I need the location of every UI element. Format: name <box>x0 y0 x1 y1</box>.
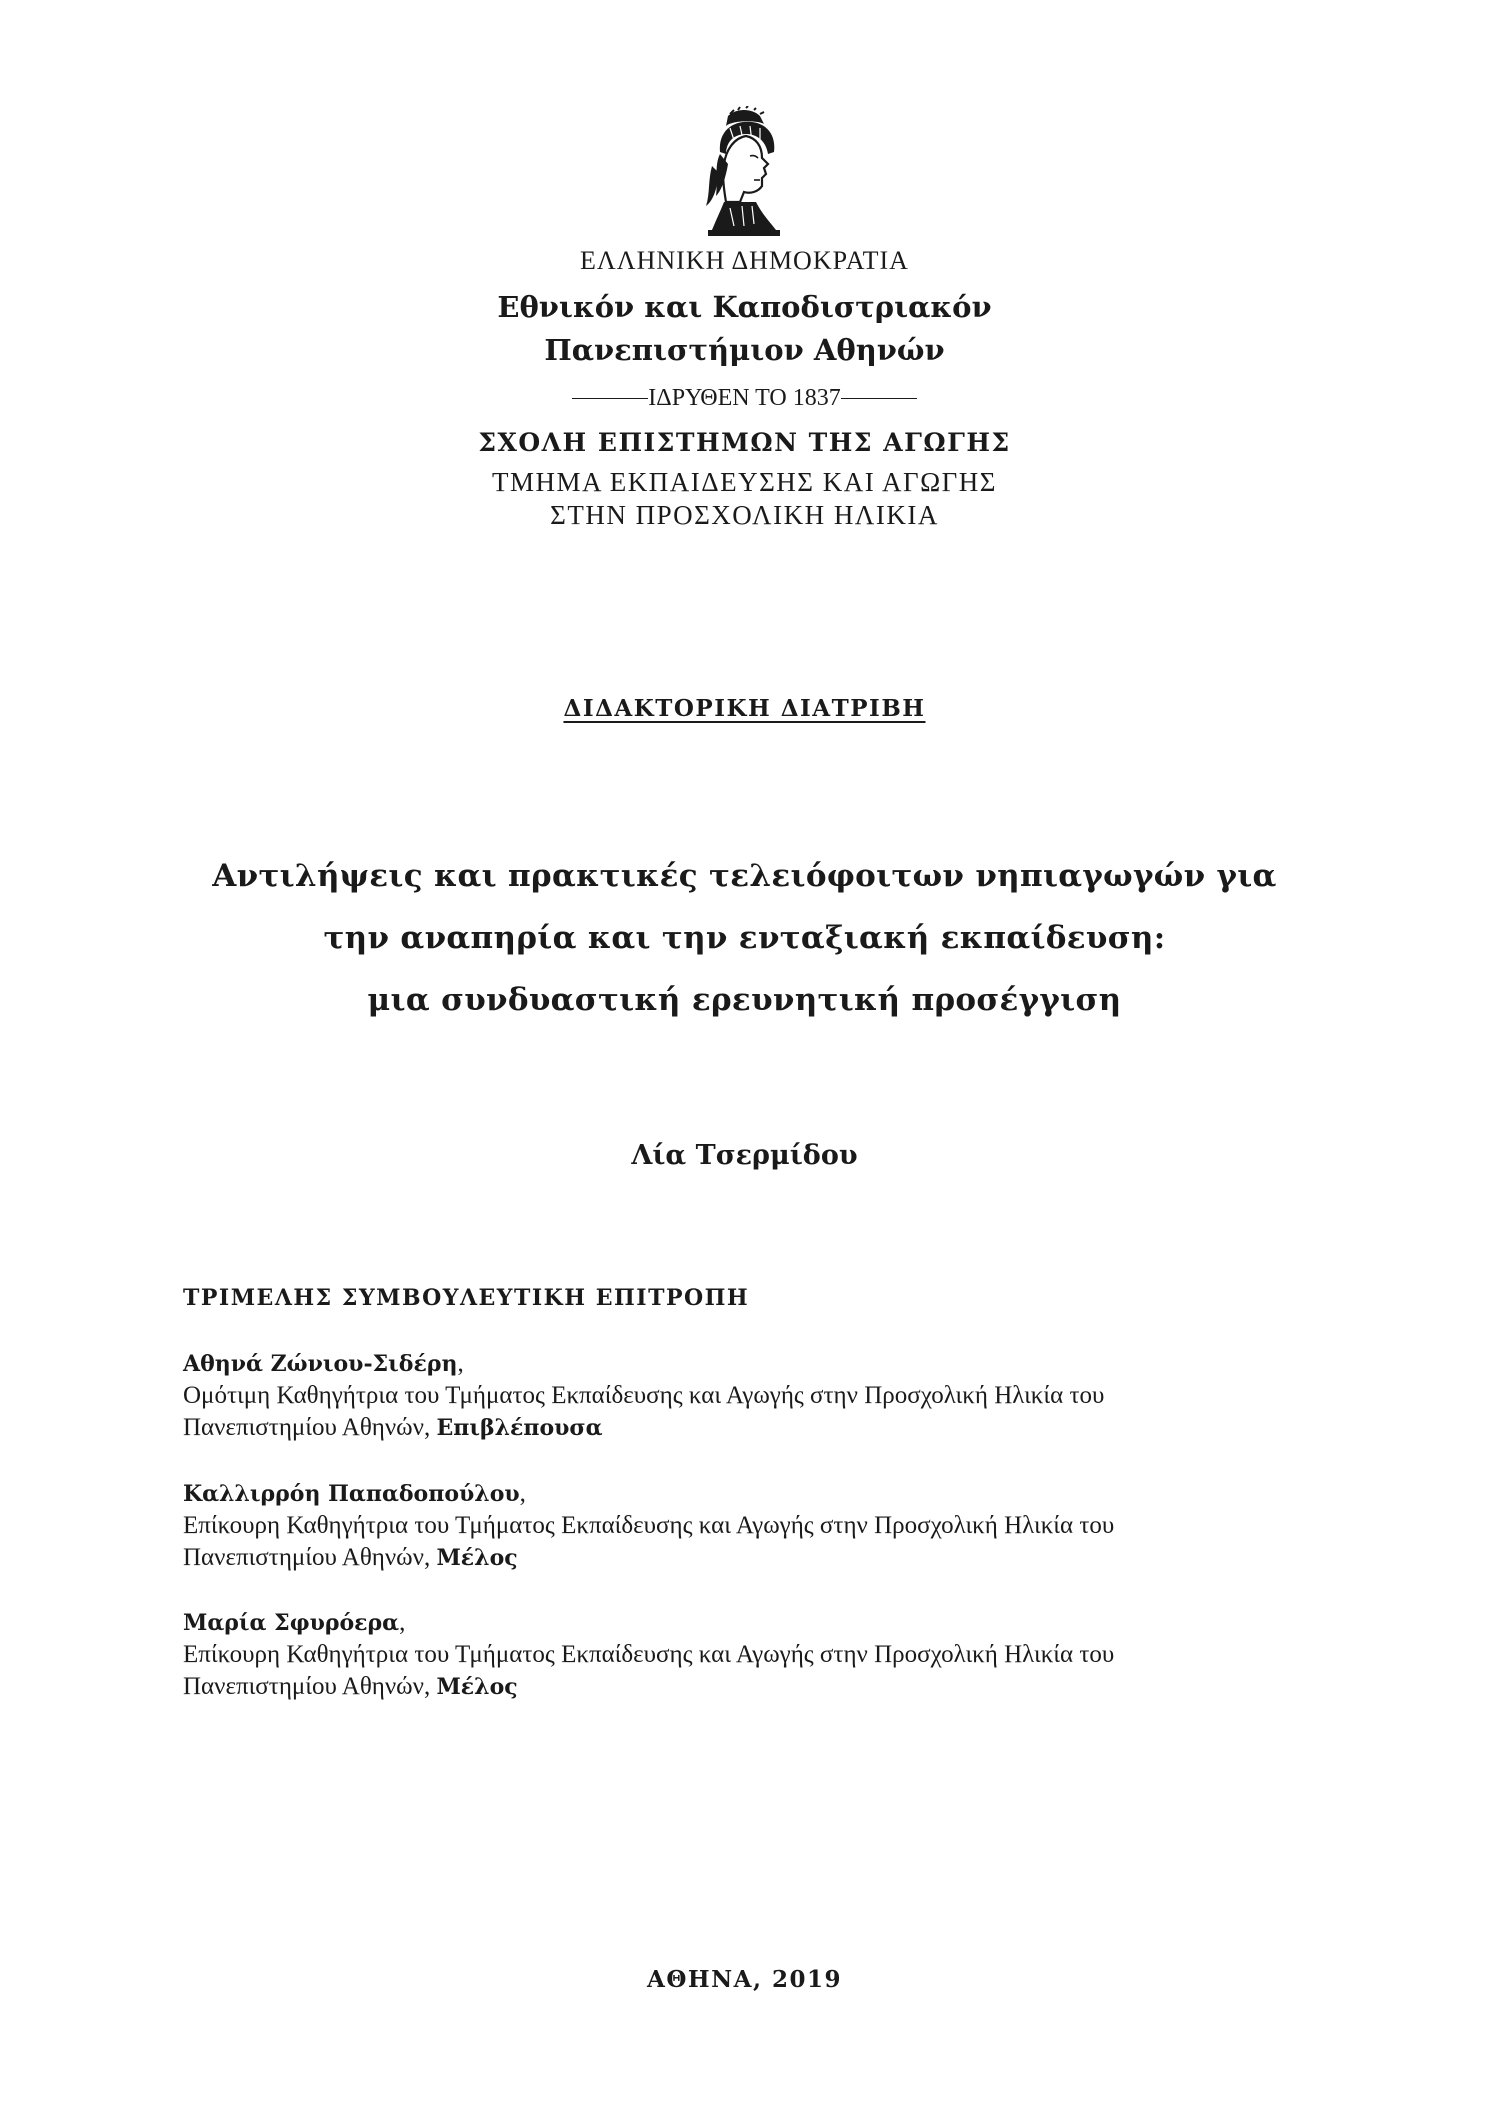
committee-heading: ΤΡΙΜΕΛΗΣ ΣΥΜΒΟΥΛΕΥΤΙΚΗ ΕΠΙΤΡΟΠΗ <box>183 1285 750 1311</box>
member-affiliation-line <box>183 1671 1383 1703</box>
thesis-type-text: ΔΙΔΑΚΤΟΡΙΚΗ ΔΙΑΤΡΙΒΗ <box>563 695 926 722</box>
member-description: Επίκουρη Καθηγήτρια του Τμήματος Εκπαίδευσης και Αγωγής στην Προσχολική Ηλικία του <box>183 1512 1115 1539</box>
thesis-title-line2: την αναπηρία και την ενταξιακή εκπαίδευση: <box>323 920 1166 956</box>
department-name-line2: ΣΤΗΝ ΠΡΟΣΧΟΛΙΚΗ ΗΛΙΚΙΑ <box>550 500 939 530</box>
member-affiliation: Πανεπιστημίου Αθηνών, <box>183 1414 431 1441</box>
thesis-type-label <box>0 695 1489 722</box>
member-role: Μέλος <box>436 1545 518 1571</box>
thesis-title-line1: Αντιλήψεις και πρακτικές τελειόφοιτων νηπιαγωγών για <box>212 858 1277 894</box>
member-name-line: Αθηνά Ζώνιου-Σιδέρη, <box>183 1350 464 1377</box>
department-name-line1: ΤΜΗΜΑ ΕΚΠΑΙΔΕΥΣΗΣ ΚΑΙ ΑΓΩΓΗΣ <box>491 467 998 497</box>
member-name: Αθηνά Ζώνιου-Σιδέρη <box>183 1351 458 1377</box>
member-affiliation: Πανεπιστημίου Αθηνών, <box>183 1544 431 1571</box>
university-name-line2: Πανεπιστήμιον Αθηνών <box>544 333 945 367</box>
member-name-line: Μαρία Σφυρόερα, <box>183 1609 406 1636</box>
university-name-line1: Εθνικόν και Καποδιστριακόν <box>497 290 992 324</box>
founded-text: ΙΔΡΥΘΕΝ ΤΟ 1837 <box>648 384 841 411</box>
member-description: Επίκουρη Καθηγήτρια του Τμήματος Εκπαίδευσης και Αγωγής στην Προσχολική Ηλικία του <box>183 1641 1115 1668</box>
member-name: Μαρία Σφυρόερα <box>183 1610 400 1636</box>
member-name: Καλλιρρόη Παπαδοπούλου <box>183 1481 520 1507</box>
school-name: ΣΧΟΛΗ ΕΠΙΣΤΗΜΩΝ ΤΗΣ ΑΓΩΓΗΣ <box>478 428 1011 457</box>
place-and-year: ΑΘΗΝΑ, 2019 <box>646 1966 842 1993</box>
member-affiliation: Πανεπιστημίου Αθηνών, <box>183 1673 431 1700</box>
founded-line <box>0 383 1489 413</box>
member-name-line: Καλλιρρόη Παπαδοπούλου, <box>183 1480 526 1507</box>
member-affiliation-line <box>183 1542 1383 1574</box>
committee-member <box>183 1478 1383 1574</box>
member-affiliation-line <box>183 1412 1383 1444</box>
member-role: Επιβλέπουσα <box>436 1415 603 1441</box>
member-role: Μέλος <box>436 1674 518 1700</box>
committee-member <box>183 1348 1383 1444</box>
thesis-title-line3: μια συνδυαστική ερευνητική προσέγγιση <box>367 982 1122 1018</box>
founded-rule-right <box>841 398 917 399</box>
member-description: Ομότιμη Καθηγήτρια του Τμήματος Εκπαίδευσης και Αγωγής στην Προσχολική Ηλικία του <box>183 1382 1105 1409</box>
author-name: Λία Τσερμίδου <box>631 1140 858 1171</box>
government-title: ΕΛΛΗΝΙΚΗ ΔΗΜΟΚΡΑΤΙΑ <box>580 246 909 275</box>
founded-rule-left <box>572 398 648 399</box>
university-logo <box>690 106 798 238</box>
committee-member <box>183 1607 1383 1703</box>
